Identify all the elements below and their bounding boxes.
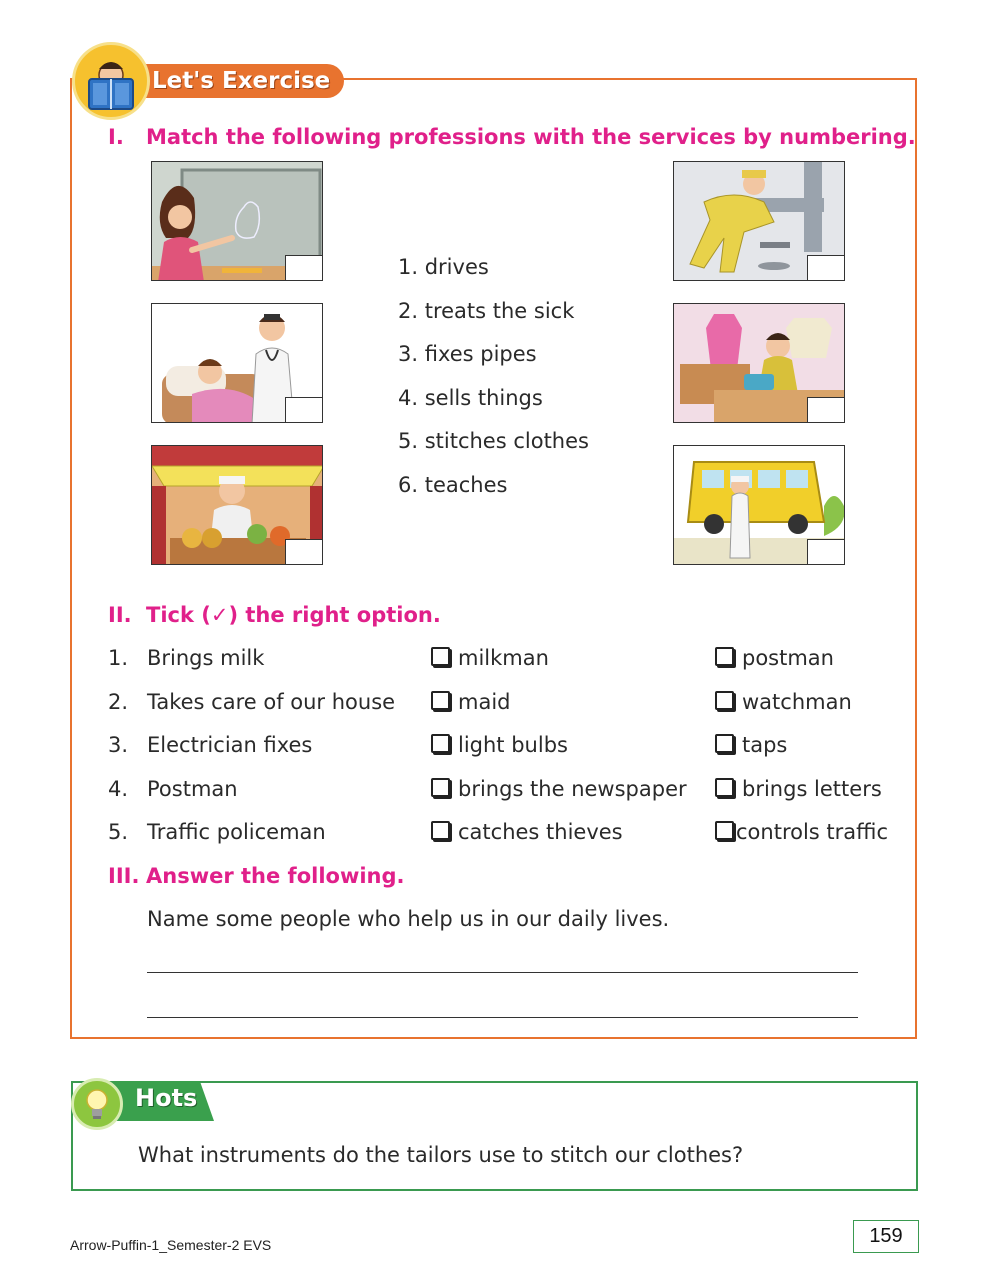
tick-row-5 xyxy=(108,820,908,850)
option-2[interactable]: taps xyxy=(715,733,787,757)
answer-line-1[interactable] xyxy=(147,972,858,973)
hots-question: What instruments do the tailors use to stitch our clothes? xyxy=(138,1143,744,1167)
section-1-number: I. xyxy=(108,125,124,149)
answer-box-tailor[interactable] xyxy=(807,397,845,423)
tick-row-number: 1. xyxy=(108,646,129,670)
checkbox-icon[interactable] xyxy=(431,691,450,710)
option-1[interactable]: light bulbs xyxy=(431,733,568,757)
tick-row-4 xyxy=(108,777,908,807)
option-1[interactable]: milkman xyxy=(431,646,549,670)
hots-label: Hots xyxy=(135,1084,198,1112)
book-reader-icon xyxy=(72,42,150,120)
teacher-picture xyxy=(151,161,323,281)
service-2: 2. treats the sick xyxy=(398,299,575,323)
option-2[interactable]: brings letters xyxy=(715,777,882,801)
tick-row-question: Brings milk xyxy=(147,646,265,670)
lightbulb-icon xyxy=(71,1078,123,1130)
section-3-question: Name some people who help us in our daily lives. xyxy=(147,907,670,931)
tick-row-question: Traffic policeman xyxy=(147,820,326,844)
page-number: 159 xyxy=(853,1220,919,1253)
service-3: 3. fixes pipes xyxy=(398,342,537,366)
lets-exercise-badge: Let's Exercise xyxy=(140,64,344,98)
answer-box-plumber[interactable] xyxy=(807,255,845,281)
answer-box-doctor[interactable] xyxy=(285,397,323,423)
doctor-picture xyxy=(151,303,323,423)
checkbox-icon[interactable] xyxy=(431,734,450,753)
tailor-picture xyxy=(673,303,845,423)
section-2-number: II. xyxy=(108,603,132,627)
tick-row-question: Postman xyxy=(147,777,238,801)
tick-row-3 xyxy=(108,733,908,763)
service-4: 4. sells things xyxy=(398,386,543,410)
option-2[interactable]: controls traffic xyxy=(715,820,888,844)
service-5: 5. stitches clothes xyxy=(398,429,589,453)
option-1[interactable]: brings the newspaper xyxy=(431,777,687,801)
answer-box-shopkeeper[interactable] xyxy=(285,539,323,565)
section-3-heading xyxy=(108,864,405,888)
shopkeeper-picture xyxy=(151,445,323,565)
answer-box-teacher[interactable] xyxy=(285,255,323,281)
checkbox-icon[interactable] xyxy=(431,821,450,840)
checkbox-icon[interactable] xyxy=(715,821,734,840)
tick-row-question: Electrician fixes xyxy=(147,733,313,757)
section-1-title: Match the following professions with the services by numbering. xyxy=(146,125,916,149)
tick-row-number: 2. xyxy=(108,690,129,714)
checkbox-icon[interactable] xyxy=(431,647,450,666)
service-1: 1. drives xyxy=(398,255,489,279)
option-1[interactable]: catches thieves xyxy=(431,820,623,844)
option-2[interactable]: postman xyxy=(715,646,834,670)
checkbox-icon[interactable] xyxy=(715,647,734,666)
tick-row-number: 5. xyxy=(108,820,129,844)
section-2-title: Tick (✓) the right option. xyxy=(146,603,441,627)
section-1-heading xyxy=(108,125,916,149)
checkbox-icon[interactable] xyxy=(715,734,734,753)
service-6: 6. teaches xyxy=(398,473,508,497)
tick-row-2 xyxy=(108,690,908,720)
tick-row-number: 3. xyxy=(108,733,129,757)
option-1[interactable]: maid xyxy=(431,690,511,714)
book-title-footer: Arrow-Puffin-1_Semester-2 EVS xyxy=(70,1237,272,1253)
section-2-heading xyxy=(108,603,441,627)
answer-box-driver[interactable] xyxy=(807,539,845,565)
tick-row-question: Takes care of our house xyxy=(147,690,396,714)
plumber-picture xyxy=(673,161,845,281)
section-3-number: III. xyxy=(108,864,140,888)
tick-row-1 xyxy=(108,646,908,676)
checkbox-icon[interactable] xyxy=(715,691,734,710)
driver-picture xyxy=(673,445,845,565)
tick-row-number: 4. xyxy=(108,777,129,801)
checkbox-icon[interactable] xyxy=(431,778,450,797)
option-2[interactable]: watchman xyxy=(715,690,852,714)
answer-line-2[interactable] xyxy=(147,1017,858,1018)
checkbox-icon[interactable] xyxy=(715,778,734,797)
section-3-title: Answer the following. xyxy=(146,864,405,888)
